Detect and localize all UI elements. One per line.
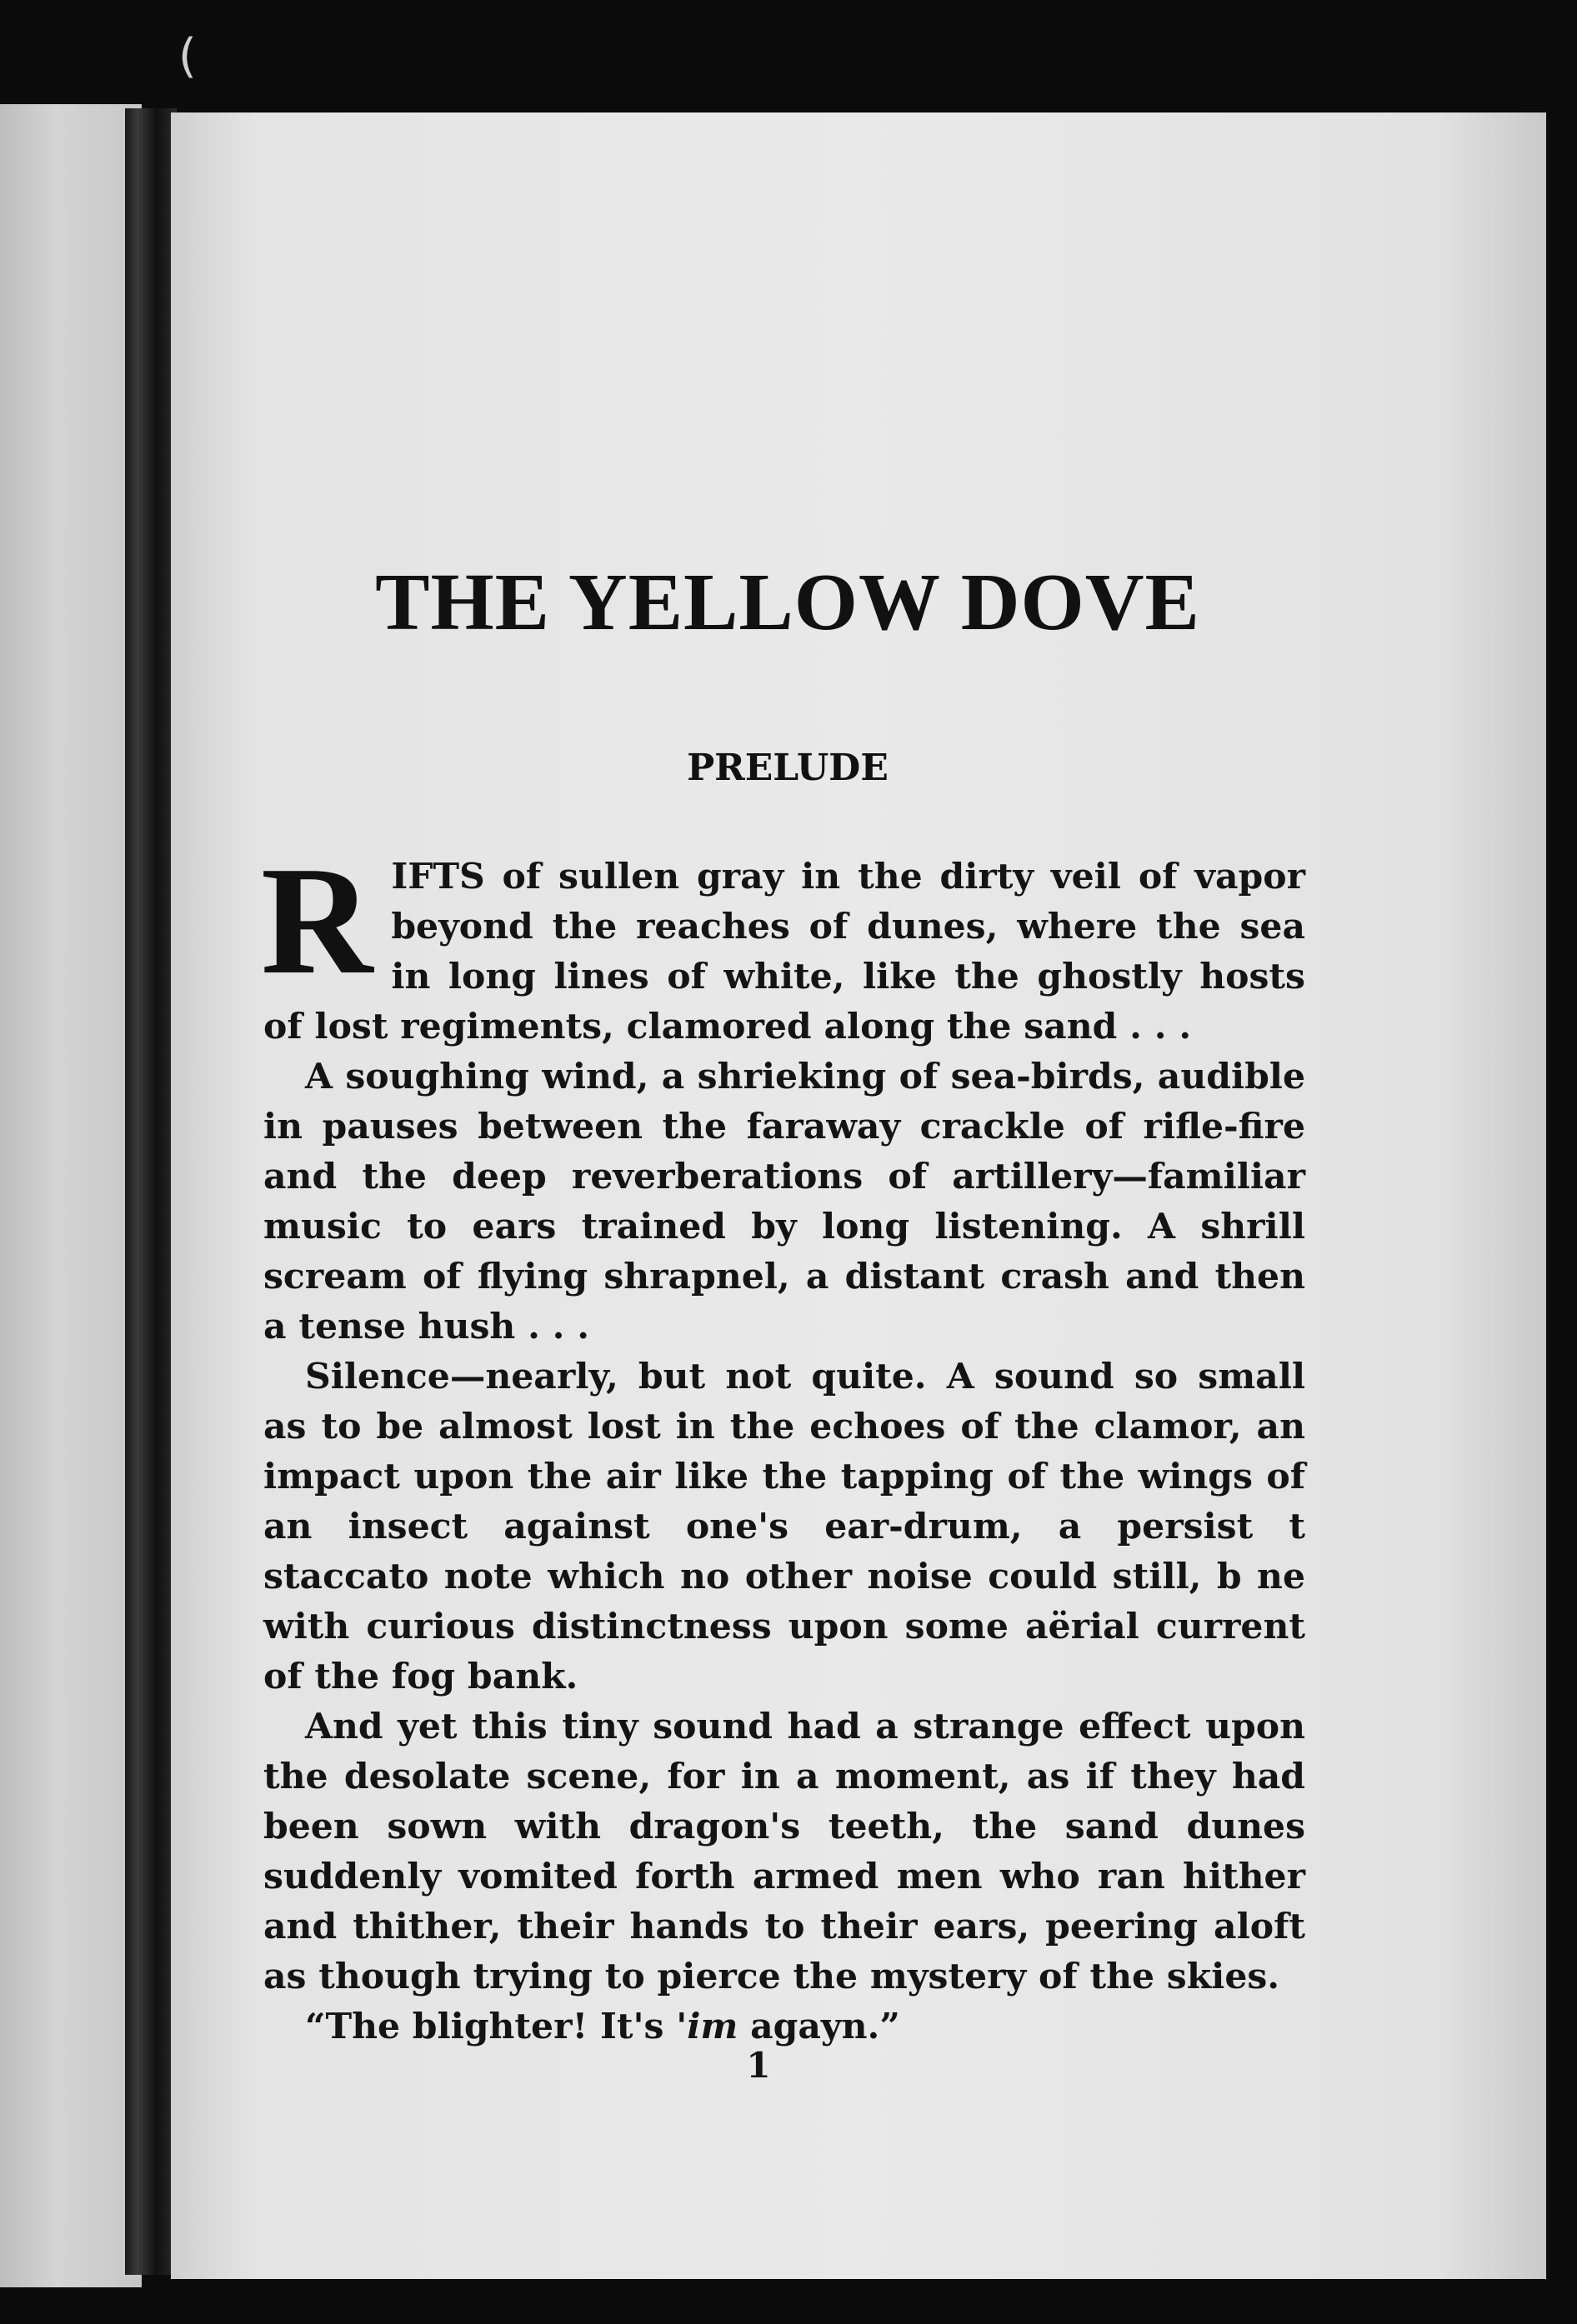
paragraph-2: A soughing wind, a shrieking of sea-birds, audible in pauses between the faraway crackle of rifle-fire and the deep reverberations of artillery—familiar music to ears trained by long listening. A shrill scream of flying shrapnel, a distant crash and then a tense hush . . . (263, 1056, 1305, 1347)
book-title: THE YELLOW DOVE (375, 557, 1200, 647)
paragraph-1 (261, 835, 1305, 1052)
chapter-title: PRELUDE (687, 747, 889, 789)
dialogue-end: agayn.” (738, 2006, 900, 2047)
page-number: 1 (746, 2045, 771, 2086)
facing-page-edge (0, 104, 142, 2287)
book-spine (125, 108, 177, 2275)
paragraph-1-text: IFTS of sullen gray in the dirty veil of vapor beyond the reaches of dunes, where the sea in long lines of white, like the ghostly hosts of lost regiments, clamored along the sand . . . (263, 856, 1305, 1047)
drop-cap: R (261, 835, 373, 1007)
dialogue-line (263, 2002, 1305, 2052)
margin-mark: ( (178, 29, 197, 83)
dialogue-start: “The blighter! It's (305, 2006, 677, 2047)
dialogue-italic: 'im (676, 2006, 738, 2047)
body-text (261, 835, 1305, 2052)
paragraph-3: Silence—nearly, but not quite. A sound so small as to be almost lost in the echoes of the clamor, an impact upon the air like the tapping of the wings of an insect against one's ear-drum, a persist t staccato note which no other noise could still, b ne with curious distinctness upon some aërial current of the fog bank. (263, 1356, 1305, 1697)
paragraph-4: And yet this tiny sound had a strange effect upon the desolate scene, for in a moment, as if they had been sown with dragon's teeth, the sand dunes suddenly vomited forth armed men who ran hither and thither, their hands to their ears, peering aloft as though trying to pierce the mystery of the skies. (263, 1706, 1305, 1997)
